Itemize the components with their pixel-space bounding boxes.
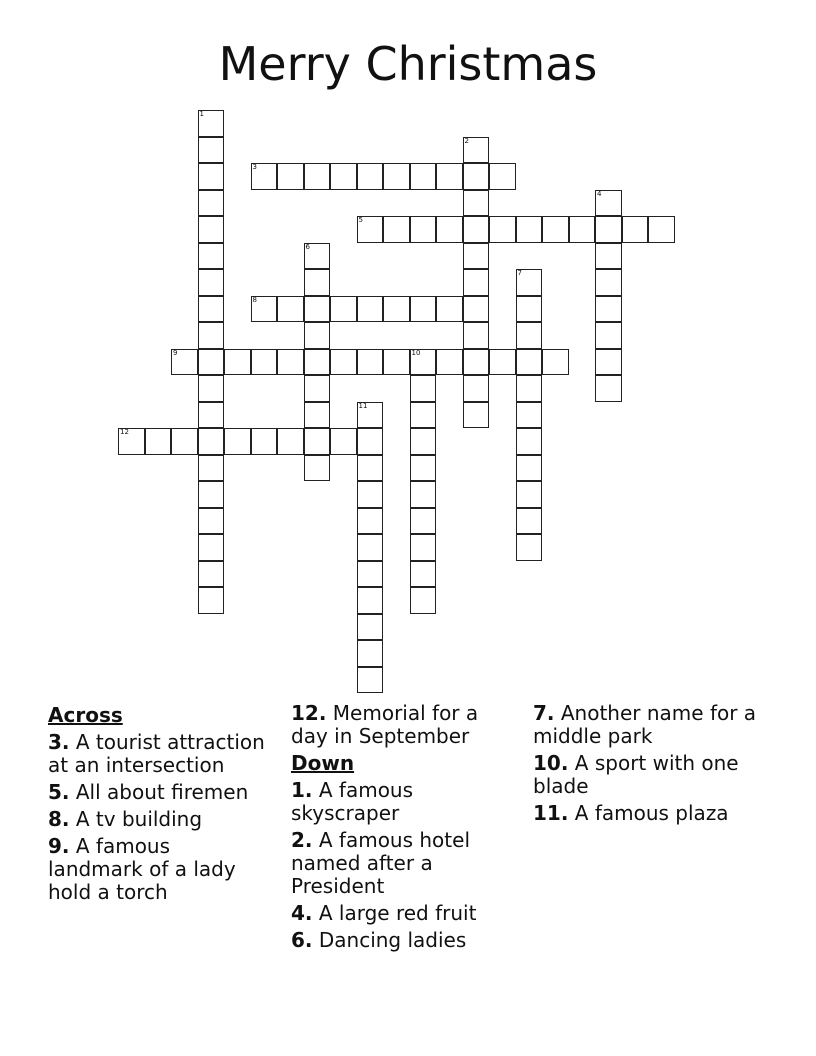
grid-cell[interactable] xyxy=(463,216,490,243)
across-clue xyxy=(291,702,511,748)
grid-cell[interactable] xyxy=(516,481,543,508)
grid-cell[interactable] xyxy=(357,587,384,614)
grid-cell[interactable] xyxy=(410,481,437,508)
grid-cell[interactable] xyxy=(410,375,437,402)
grid-cell[interactable] xyxy=(357,163,384,190)
grid-cell[interactable] xyxy=(304,243,331,270)
grid-cell[interactable] xyxy=(198,587,225,614)
grid-cell[interactable] xyxy=(622,216,649,243)
grid-cell[interactable] xyxy=(516,534,543,561)
grid-cell[interactable] xyxy=(595,375,622,402)
grid-cell[interactable] xyxy=(357,508,384,535)
clue-text: Another name for a middle park xyxy=(533,701,757,748)
grid-cell[interactable] xyxy=(383,163,410,190)
clue-number-label: 5 xyxy=(358,216,363,224)
clue-number: 1. xyxy=(291,778,313,802)
grid-cell[interactable] xyxy=(357,349,384,376)
down-clue xyxy=(291,929,511,952)
grid-cell[interactable] xyxy=(198,402,225,429)
grid-cell[interactable] xyxy=(198,349,225,376)
clue-text: A sport with one blade xyxy=(533,751,739,798)
grid-cell[interactable] xyxy=(436,296,463,323)
grid-cell[interactable] xyxy=(277,349,304,376)
grid-cell[interactable] xyxy=(383,349,410,376)
grid-cell[interactable] xyxy=(463,296,490,323)
grid-cell[interactable] xyxy=(224,349,251,376)
grid-cell[interactable] xyxy=(145,428,172,455)
grid-cell[interactable] xyxy=(410,349,437,376)
grid-cell[interactable] xyxy=(516,428,543,455)
grid-cell[interactable] xyxy=(595,190,622,217)
grid-cell[interactable] xyxy=(198,481,225,508)
clue-number: 8. xyxy=(48,807,70,831)
grid-cell[interactable] xyxy=(357,534,384,561)
grid-cell[interactable] xyxy=(516,402,543,429)
grid-cell[interactable] xyxy=(463,137,490,164)
clue-text: Memorial for a day in September xyxy=(291,701,479,748)
across-clue xyxy=(48,731,268,777)
grid-cell[interactable] xyxy=(357,216,384,243)
grid-cell[interactable] xyxy=(410,534,437,561)
grid-cell[interactable] xyxy=(357,640,384,667)
grid-cell[interactable] xyxy=(516,375,543,402)
grid-cell[interactable] xyxy=(489,349,516,376)
grid-cell[interactable] xyxy=(383,216,410,243)
grid-cell[interactable] xyxy=(277,428,304,455)
clue-text: All about firemen xyxy=(75,780,249,804)
grid-cell[interactable] xyxy=(224,428,251,455)
clue-number-label: 6 xyxy=(305,242,310,251)
across-clue xyxy=(48,781,268,804)
grid-cell[interactable] xyxy=(277,296,304,323)
grid-cell[interactable] xyxy=(330,428,357,455)
grid-cell[interactable] xyxy=(436,216,463,243)
grid-cell[interactable] xyxy=(410,561,437,588)
clue-text: A large red fruit xyxy=(318,901,477,925)
clue-number-label: 8 xyxy=(252,295,257,304)
grid-cell[interactable] xyxy=(304,375,331,402)
grid-cell[interactable] xyxy=(357,402,384,429)
grid-cell[interactable] xyxy=(595,296,622,323)
down-clue xyxy=(533,752,773,798)
clue-number-label: 11 xyxy=(358,401,368,410)
grid-cell[interactable] xyxy=(383,296,410,323)
grid-cell[interactable] xyxy=(410,508,437,535)
grid-cell[interactable] xyxy=(516,296,543,323)
grid-cell[interactable] xyxy=(304,163,331,190)
grid-cell[interactable] xyxy=(304,455,331,482)
grid-cell[interactable] xyxy=(198,243,225,270)
grid-cell[interactable] xyxy=(198,110,225,137)
grid-cell[interactable] xyxy=(463,269,490,296)
clue-number: 7. xyxy=(533,701,555,725)
grid-cell[interactable] xyxy=(516,455,543,482)
grid-cell[interactable] xyxy=(436,349,463,376)
grid-cell[interactable] xyxy=(410,216,437,243)
grid-cell[interactable] xyxy=(463,243,490,270)
grid-cell[interactable] xyxy=(595,216,622,243)
clue-number: 11. xyxy=(533,801,569,825)
grid-cell[interactable] xyxy=(357,667,384,694)
grid-cell[interactable] xyxy=(595,269,622,296)
grid-cell[interactable] xyxy=(410,402,437,429)
down-clue xyxy=(291,829,511,898)
grid-cell[interactable] xyxy=(357,614,384,641)
grid-cell[interactable] xyxy=(516,216,543,243)
grid-cell[interactable] xyxy=(251,296,278,323)
grid-cell[interactable] xyxy=(410,587,437,614)
clue-text: A famous hotel named after a President xyxy=(291,828,470,898)
clue-number: 12. xyxy=(291,701,327,725)
across-clue xyxy=(48,835,268,904)
clue-number: 10. xyxy=(533,751,569,775)
grid-cell[interactable] xyxy=(304,428,331,455)
grid-cell[interactable] xyxy=(198,428,225,455)
grid-cell[interactable] xyxy=(198,137,225,164)
grid-cell[interactable] xyxy=(516,269,543,296)
grid-cell[interactable] xyxy=(357,428,384,455)
grid-cell[interactable] xyxy=(198,375,225,402)
grid-cell[interactable] xyxy=(304,402,331,429)
down-heading: Down xyxy=(291,751,355,775)
grid-cell[interactable] xyxy=(463,163,490,190)
clue-number-label: 7 xyxy=(517,269,522,277)
clue-number: 2. xyxy=(291,828,313,852)
clue-number: 3. xyxy=(48,730,70,754)
grid-cell[interactable] xyxy=(304,296,331,323)
grid-cell[interactable] xyxy=(410,428,437,455)
clue-number-label: 4 xyxy=(597,189,602,198)
grid-cell[interactable] xyxy=(569,216,596,243)
grid-cell[interactable] xyxy=(542,216,569,243)
clue-number: 5. xyxy=(48,780,70,804)
grid-cell[interactable] xyxy=(198,322,225,349)
grid-cell[interactable] xyxy=(304,349,331,376)
grid-cell[interactable] xyxy=(251,163,278,190)
clue-text: A tourist attraction at an intersection xyxy=(48,730,265,777)
grid-cell[interactable] xyxy=(595,322,622,349)
clue-column-2 xyxy=(291,702,511,956)
clue-number-label: 3 xyxy=(252,163,257,171)
grid-cell[interactable] xyxy=(330,296,357,323)
grid-cell[interactable] xyxy=(277,163,304,190)
grid-cell[interactable] xyxy=(542,349,569,376)
grid-cell[interactable] xyxy=(463,190,490,217)
grid-cell[interactable] xyxy=(516,322,543,349)
grid-cell[interactable] xyxy=(357,455,384,482)
clue-number-label: 1 xyxy=(199,110,204,118)
clue-number-label: 2 xyxy=(464,136,469,145)
grid-cell[interactable] xyxy=(198,269,225,296)
grid-cell[interactable] xyxy=(171,349,198,376)
clue-text: A famous plaza xyxy=(574,801,729,825)
grid-cell[interactable] xyxy=(463,375,490,402)
grid-cell[interactable] xyxy=(357,561,384,588)
grid-cell[interactable] xyxy=(198,508,225,535)
grid-cell[interactable] xyxy=(489,163,516,190)
grid-cell[interactable] xyxy=(330,163,357,190)
grid-cell[interactable] xyxy=(410,296,437,323)
clue-number-label: 9 xyxy=(173,348,178,357)
clue-text: Dancing ladies xyxy=(318,928,467,952)
grid-cell[interactable] xyxy=(595,243,622,270)
clue-text: A tv building xyxy=(75,807,203,831)
grid-cell[interactable] xyxy=(595,349,622,376)
down-clue xyxy=(533,702,773,748)
grid-cell[interactable] xyxy=(648,216,675,243)
puzzle-title: Merry Christmas xyxy=(218,37,598,91)
grid-cell[interactable] xyxy=(516,508,543,535)
grid-cell[interactable] xyxy=(304,322,331,349)
grid-cell[interactable] xyxy=(251,428,278,455)
grid-cell[interactable] xyxy=(463,322,490,349)
grid-cell[interactable] xyxy=(118,428,145,455)
down-clue xyxy=(291,902,511,925)
clue-number: 4. xyxy=(291,901,313,925)
grid-cell[interactable] xyxy=(357,481,384,508)
grid-cell[interactable] xyxy=(198,561,225,588)
clue-text: A famous skyscraper xyxy=(291,778,414,825)
across-clue xyxy=(48,808,268,831)
clue-text: A famous landmark of a lady hold a torch xyxy=(48,834,236,904)
clue-number: 9. xyxy=(48,834,70,858)
grid-cell[interactable] xyxy=(198,163,225,190)
down-clue xyxy=(533,802,773,825)
clue-number-label: 12 xyxy=(120,428,129,436)
grid-cell[interactable] xyxy=(304,269,331,296)
across-heading: Across xyxy=(48,703,123,727)
grid-cell[interactable] xyxy=(171,428,198,455)
grid-cell[interactable] xyxy=(198,216,225,243)
grid-cell[interactable] xyxy=(410,163,437,190)
grid-cell[interactable] xyxy=(357,296,384,323)
grid-cell[interactable] xyxy=(198,190,225,217)
down-clue xyxy=(291,779,511,825)
grid-cell[interactable] xyxy=(198,534,225,561)
grid-cell[interactable] xyxy=(516,349,543,376)
clue-column-3 xyxy=(533,702,773,829)
grid-cell[interactable] xyxy=(489,216,516,243)
clue-column-1 xyxy=(48,702,268,908)
clue-number: 6. xyxy=(291,928,313,952)
clue-number-label: 10 xyxy=(411,348,421,357)
grid-cell[interactable] xyxy=(436,163,463,190)
grid-cell[interactable] xyxy=(198,296,225,323)
grid-cell[interactable] xyxy=(463,349,490,376)
grid-cell[interactable] xyxy=(330,349,357,376)
grid-cell[interactable] xyxy=(198,455,225,482)
grid-cell[interactable] xyxy=(410,455,437,482)
grid-cell[interactable] xyxy=(463,402,490,429)
grid-cell[interactable] xyxy=(251,349,278,376)
